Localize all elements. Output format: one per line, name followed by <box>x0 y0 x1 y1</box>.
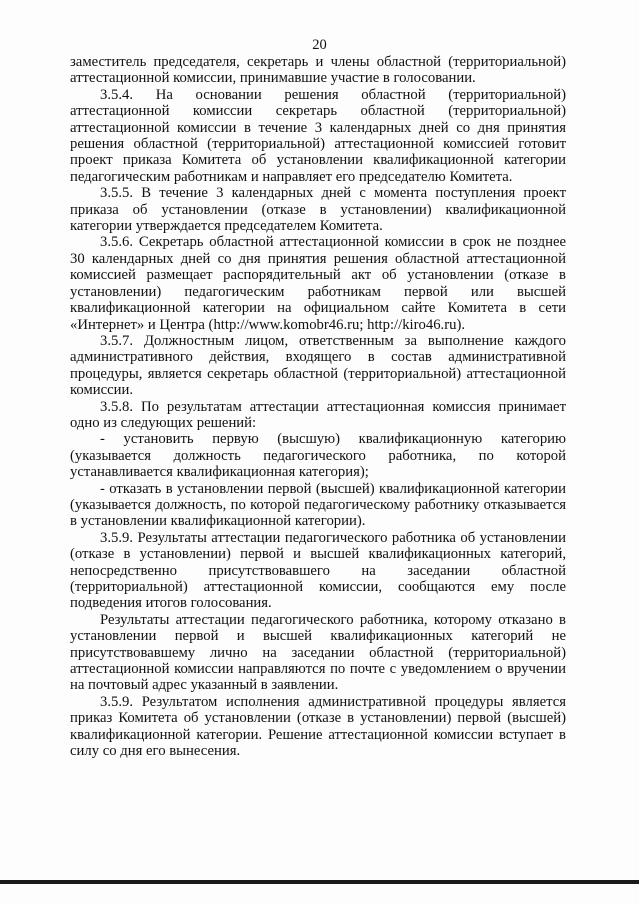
paragraph-3-5-9-outcome: 3.5.9. Результатом исполнения административной процедуры является приказ Комитета об установлении (отказе в установлении) первой (высшей) квалификационной категории. Решение аттестационной комиссии вступает в силу со дня его вынесения. <box>70 693 566 760</box>
page-bottom-rule <box>0 880 639 884</box>
paragraph-3-5-5: 3.5.5. В течение 3 календарных дней с момента поступления проект приказа об установлении (отказе в установлении) квалификационной категории утверждается председателем Комитета. <box>70 185 566 235</box>
paragraph-3-5-4: 3.5.4. На основании решения областной (территориальной) аттестационной комиссии секретарь областной (территориальной) аттестационной комиссии в течение 3 календарных дней со дня принятия решения областной (территориальной) аттестационной комиссией готовит проект приказа Комитета об установлении квалификационной категории педагогическим работникам и направляет его председателю Комитета. <box>70 86 566 185</box>
document-body <box>70 54 566 759</box>
page-number: 20 <box>312 37 327 53</box>
paragraph-3-5-9-results: 3.5.9. Результаты аттестации педагогического работника об установлении (отказе в установлении) первой и высшей квалификационных категорий, непосредственно присутствовавшего на заседании областной (территориальной) аттестационной комиссии, сообщаются ему после подведения итогов голосования. <box>70 529 566 612</box>
list-item-refuse-category: - отказать в установлении первой (высшей) квалификационной категории (указывается должность, по которой педагогическому работнику отказывается в установлении квалификационной категории). <box>70 480 566 530</box>
paragraph-3-5-8: 3.5.8. По результатам аттестации аттестационная комиссия принимает одно из следующих решений: <box>70 398 566 431</box>
list-item-establish-category: - установить первую (высшую) квалификационную категорию (указывается должность педагогического работника, по которой устанавливается квалификационная категория); <box>70 431 566 481</box>
paragraph-3-5-6: 3.5.6. Секретарь областной аттестационной комиссии в срок не позднее 30 календарных дней со дня принятия решения областной аттестационной комиссией размещает распорядительный акт об установлении (отказе в установлении) педагогическим работникам первой или высшей квалификационной категории на официальном сайте Комитета в сети «Интернет» и Центра (http://www.komobr46.ru; http://kiro46.ru). <box>70 234 566 333</box>
paragraph-continuation: заместитель председателя, секретарь и члены областной (территориальной) аттестационной комиссии, принимавшие участие в голосовании. <box>70 54 566 87</box>
paragraph-3-5-7: 3.5.7. Должностным лицом, ответственным за выполнение каждого административного действия, входящего в состав административной процедуры, является секретарь областной (территориальной) аттестационной комиссии. <box>70 332 566 399</box>
paragraph-results-absent: Результаты аттестации педагогического работника, которому отказано в установлении первой и высшей квалификационных категорий не присутствовавшему лично на заседании областной (территориальной) аттестационной комиссии направляются по почте с уведомлением о вручении на почтовый адрес указанный в заявлении. <box>70 611 566 694</box>
